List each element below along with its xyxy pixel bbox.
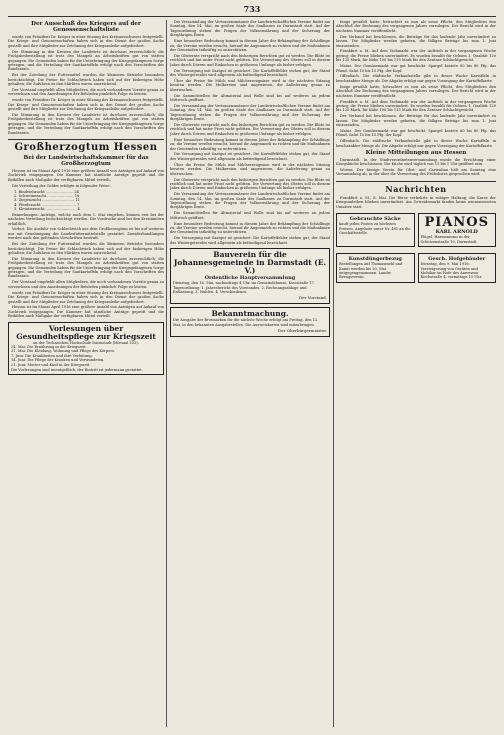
auction-advertisement	[418, 253, 497, 283]
paragraph: Die Stimmung in den Kreisen der Landwirte ist durchaus zuversichtlich; die Frühjahrsbestellung ist trotz des Mangels an Arbeitskräften gut von statten gegangen. Die Gemeinden haben für die Unterbringung der Kriegsgefangenen Sorge getragen, und die Verteilung der Saatkartoffeln erfolgt nach den Vorschriften des Bundesrats.	[8, 49, 164, 72]
column-1	[8, 20, 164, 729]
ad-text: Flügel, Harmoniums in der Schützenstraße 10, Darmstadt	[420, 235, 477, 244]
paragraph: Die Versammlung der Vertrauensmänner der Landwirtschaftlichen Vereine findet am Sonntag, den 14. Mai, im großen Saale des Saalbaues zu Darmstadt statt. Auf der Tagesordnung stehen die Fragen der Volksernährung und der Sicherung der diesjährigen Ernte.	[170, 103, 330, 122]
paragraph: Über die Preise für Milch und Milcherzeugnisse wird in der nächsten Sitzung beraten werden. Die Molkereien sind angewiesen, die Anlieferung genau zu überwachen.	[170, 78, 330, 92]
ad-title: Bekanntmachung.	[211, 309, 289, 319]
paragraph: Der Verband hat beschlossen, die Beiträge für das laufende Jahr unverändert zu lassen. Die Mitglieder werden gebeten, die fälligen Beträge bis zum 1. Juni einzusenden.	[336, 114, 496, 128]
paragraph: Die Stimmung in den Kreisen der Landwirte ist durchaus zuversichtlich; die Frühjahrsbestellung ist trotz des Mangels an Arbeitskräften gut von statten gegangen. Die Gemeinden haben für die Unterbringung der Kriegsgefangenen Sorge getragen, und die Verteilung der Saatkartoffeln erfolgt nach den Vorschriften des Bundesrats.	[8, 113, 164, 135]
ad-item: 31. Mai: Die Kleidung, Wohnung und Pflege des Körpers.	[11, 349, 116, 354]
column-2	[170, 20, 330, 729]
column-3-body	[336, 20, 496, 148]
section-body	[8, 169, 164, 188]
paragraph: Verbot. Die Ausfuhr von Schlachtvieh aus dem Großherzogtum ist bis auf weiteres nur mit Genehmigung der Landesfuttermittelstelle gestattet. Zuwiderhandlungen werden nach den geltenden Vorschriften bestraft.	[8, 227, 164, 241]
statistics-list	[14, 190, 164, 212]
paragraph: Der Vorstand empfiehlt allen Mitgliedern, die noch vorhandenen Vorräte genau zu verzeichnen und den Anordnungen der Behörden pünktlich Folge zu leisten.	[8, 280, 164, 289]
paragraph: wurde von Präsident Dr. Kröger in einer Sitzung des Kreisausschusses festgestellt. Die Kriegs- und Genossenschaften haben sich in den Dienst der großen Sache gestellt und ihre Mitglieder zur Zeichnung der Kriegsanleihe aufgefordert.	[8, 290, 164, 304]
paragraph: Offenbach. Die städtische Verkaufsstelle gibt in dieser Woche Kartoffeln in beschränkter Menge ab. Die Abgabe erfolgt nur gegen Vorzeigung der Kartoffelkarte.	[336, 74, 496, 83]
paragraph: Die Obsternte verspricht nach den bisherigen Berichten gut zu werden. Die Blüte ist reichlich und hat unter Frost nicht gelitten. Die Verwertung des Obstes soll in diesem Jahre durch Dörren und Einkochen in größerem Umfange als bisher erfolgen.	[170, 123, 330, 136]
section-title: Großherzogtum Hessen	[8, 139, 164, 153]
paragraph: Die Stimmung in den Kreisen der Landwirte ist durchaus zuversichtlich; die Frühjahrsbestellung ist trotz des Mangels an Arbeitskräften gut von statten gegangen. Die Gemeinden haben für die Unterbringung der Kriegsgefangenen Sorge getragen, und die Verteilung der Saatkartoffeln erfolgt nach den Vorschriften des Bundesrats.	[8, 256, 164, 279]
ad-item: 21. Juni: Mutter und Kind in der Kriegszeit.	[11, 362, 91, 367]
paragraph: Hessen ist im Monat April 1916 eine größere Anzahl von Anträgen auf Ankauf von Zuchtvieh eingegangen. Die Kammer hat sämtliche Anträge geprüft und die Beihilfen nach Maßgabe der verfügbaren Mittel verteilt.	[8, 305, 164, 319]
paragraph: Darmstadt. In der Stadtverordnetenversammlung wurde die Errichtung einer Kriegsküche beschlossen. Die Küche wird täglich von 11 bis 1 Uhr geöffnet sein.	[336, 157, 496, 166]
ad-text: Dienstag, den 9. Mai 1916: Versteigerung von Geräten und Mobiliar im Hofe des Anwesens Kirchstraße 4, vormittags 10 Uhr.	[420, 262, 483, 280]
fertilizer-advertisement	[336, 253, 415, 283]
paragraph: Die Obsternte verspricht nach den bisherigen Berichten gut zu werden. Die Blüte ist reichlich und hat unter Frost nicht gelitten. Die Verwertung des Obstes soll in diesem Jahre durch Dörren und Einkochen in größerem Umfange als bisher erfolgen.	[170, 53, 330, 67]
column-rule-2	[333, 20, 334, 727]
paragraph: Frankfurt a. M. Auf dem Viehmarkt war der Auftrieb in der vergangenen Woche gering; die Preise blieben unverändert. Es wurden bezahlt für Ochsen 1. Qualität 120 bis 125 Mark, für Kühe 100 bis 115 Mark für den Zentner Schlachtgewicht.	[336, 49, 496, 63]
paragraph: wurde von Präsident Dr. Kröger in einer Sitzung des Kreisausschusses festgestellt. Die Kriegs- und Genossenschaften haben sich in den Dienst der großen Sache gestellt und ihre Mitglieder zur Zeichnung der Kriegsanleihe aufgefordert.	[8, 98, 164, 112]
notes-body	[336, 158, 496, 177]
ad-row-2	[336, 250, 496, 286]
paragraph: Der Verband hat beschlossen, die Beiträge für das laufende Jahr unverändert zu lassen. Die Mitglieder werden gebeten, die fälligen Beträge bis zum 1. Juni einzusenden.	[336, 34, 496, 48]
ad-subtitle: Ordentliche Hauptversammlung	[204, 275, 296, 282]
paragraph: fange gewählt hatte, betrachtet es nun als seine Pflicht, den Mitgliedern den Abschluß der Rechnung des vergangenen Jahres vorzulegen. Der Bericht wird in der nächsten Nummer veröffentlicht.	[336, 84, 496, 98]
piano-advertisement	[418, 213, 497, 247]
ad-agenda: Tagesordnung: 1. Jahresbericht des Vorstandes. 2. Rechnungsablage und Entlastung. 3. Wahlen. 4. Verschiedenes.	[173, 285, 307, 294]
paragraph: Über die Preise für Milch und Milcherzeugnisse wird in der nächsten Sitzung beraten werden. Die Molkereien sind angewiesen, die Anlieferung genau zu überwachen.	[170, 162, 330, 176]
news-body	[336, 196, 496, 209]
paragraph: Eine besondere Bedeutung kommt in diesem Jahre der Bekämpfung der Schädlinge zu; die Vereine werden ersucht, hierauf ihr Augenmerk zu richten und die Maßnahmen der Gemeinden tatkräftig zu unterstützen.	[170, 137, 330, 151]
subsection-heading: Bei der Landwirtschaftskammer für das Großherzogtum	[23, 155, 149, 168]
ad-signature: Der Vorstand.	[298, 295, 327, 301]
page-number: 733	[243, 4, 261, 14]
ad-title: Bauverein für die Johannesgemeinde in Darmstadt (E. V.)	[173, 250, 327, 276]
paragraph: Die Versammlung der Vertrauensmänner der Landwirtschaftlichen Vereine findet am Sonntag, den 14. Mai, im großen Saale des Saalbaues zu Darmstadt statt. Auf der Tagesordnung stehen die Fragen der Volksernährung und der Sicherung der diesjährigen Ernte.	[170, 20, 330, 38]
paragraph: Die Versammlung der Vertrauensmänner der Landwirtschaftlichen Vereine findet am Sonntag, den 14. Mai, im großen Saale des Saalbaues zu Darmstadt statt. Auf der Tagesordnung stehen die Fragen der Volksernährung und der Sicherung der diesjährigen Ernte.	[170, 192, 330, 210]
ad-title: Gebrauchte Säcke	[349, 216, 401, 223]
list-item: 5. Kleintierzucht ........................... 4	[14, 207, 80, 212]
paragraph: Die Obsternte verspricht nach den bisherigen Berichten gut zu werden. Die Blüte ist reichlich und hat unter Frost nicht gelitten. Die Verwertung des Obstes soll in diesem Jahre durch Dörren und Einkochen in größerem Umfange als bisher erfolgen.	[170, 177, 330, 191]
announcement-advertisement	[170, 307, 330, 337]
paragraph: Die Versorgung mit Saatgut ist gesichert. Die Kartoffelfelder stehen gut; der Stand des Wintergetreides wird allgemein als befriedigend bezeichnet.	[170, 152, 330, 161]
bauverein-advertisement	[170, 248, 330, 304]
ad-title: PIANOS	[424, 215, 490, 231]
paragraph: Eine besondere Bedeutung kommt in diesem Jahre der Bekämpfung der Schädlinge zu; die Vereine werden ersucht, hierauf ihr Augenmerk zu richten und die Maßnahmen der Gemeinden tatkräftig zu unterstützen.	[170, 39, 330, 52]
paragraph: Bei der Zuteilung der Futtermittel wurden die kleineren Betriebe besonders berücksichtigt. Die Preise für Schlachtvieh haben sich auf der bisherigen Höhe gehalten; die Zufuhren zu den Märkten waren ausreichend.	[8, 242, 164, 255]
paragraph: Mainz. Der Gemüsemarkt war gut beschickt. Spargel kostete 60 bis 80 Pfg. das Pfund, Salat 10 bis 15 Pfg. der Kopf.	[336, 64, 496, 73]
column-rule-1	[166, 20, 167, 727]
paragraph: Eine besondere Bedeutung kommt in diesem Jahre der Bekämpfung der Schädlinge zu; die Vereine werden ersucht, hierauf ihr Augenmerk zu richten und die Maßnahmen der Gemeinden tatkräftig zu unterstützen.	[170, 221, 330, 235]
sacks-advertisement	[336, 213, 415, 247]
paragraph: Frankfurt a. M., 8. Mai. Die Börse verkehrte in ruhiger Haltung; die Kurse der Kriegsanleihen blieben unverändert. Am Getreidemarkt fanden keine nennenswerten Umsätze statt.	[336, 195, 496, 209]
ad-title: Gesch. Hofgebäuder	[428, 256, 486, 263]
ad-item: 7. Juni: Die Krankheiten und ihre Verhütung.	[11, 353, 93, 358]
ad-title: Kunstdüngerbezug	[348, 256, 402, 263]
paragraph: Die Versorgung mit Saatgut ist gesichert. Die Kartoffelfelder stehen gut; der Stand des Wintergetreides wird allgemein als befriedigend bezeichnet.	[170, 236, 330, 245]
ad-text: Dienstag, den 16. Mai, nachmittags 4 Uhr, im Gemeindehause, Kiesstraße 17.	[173, 281, 316, 286]
article-body	[8, 35, 164, 135]
lecture-advertisement	[8, 322, 164, 376]
ad-text: Die Ausgabe der Brotmarken für die nächste Woche erfolgt am Freitag, den 12. Mai, in den bekannten Ausgabestellen. Die Ausweiskarten sind mitzubringen.	[173, 318, 319, 327]
list-item: 3. Ziegenzucht ............................ 11	[14, 198, 80, 203]
paragraph: Die Verteilung der Gelder erfolgte in folgender Weise:	[12, 183, 111, 188]
paragraph: wurde von Präsident Dr. Kröger in einer Sitzung des Kreisausschusses festgestellt. Die Kriegs- und Genossenschaften haben sich in den Dienst der großen Sache gestellt und ihre Mitglieder zur Zeichnung der Kriegsanleihe aufgefordert.	[8, 35, 164, 48]
section-body-continued	[8, 213, 164, 319]
ad-subtitle: KARL ARNOLD	[435, 229, 478, 236]
paragraph: Bemerkungen: Anträge, welche nach dem 1. Mai eingehen, können erst bei der nächsten Verteilung berücksichtigt werden. Die Vordrucke sind bei den Kreisämtern erhältlich.	[8, 212, 164, 226]
header-rule	[8, 16, 496, 17]
paragraph: fange gewählt hatte, betrachtet es nun als seine Pflicht, den Mitgliedern den Abschluß der Rechnung des vergangenen Jahres vorzulegen. Der Bericht wird in der nächsten Nummer veröffentlicht.	[336, 20, 496, 33]
news-heading: Nachrichten	[336, 181, 496, 194]
paragraph: Die Sammelstellen für Altmaterial und Wolle sind bis auf weiteres an jedem Mittwoch geöffnet.	[170, 211, 330, 220]
paragraph: Worms. Der hiesige Verein für Obst- und Gartenbau hält am Sonntag eine Versammlung ab, in der über die Verwertung des Frühobstes gesprochen wird.	[336, 167, 496, 177]
paragraph: Frankfurt a. M. Auf dem Viehmarkt war der Auftrieb in der vergangenen Woche gering; die Preise blieben unverändert. Es wurden bezahlt für Ochsen 1. Qualität 120 bis 125 Mark, für Kühe 100 bis 115 Mark für den Zentner Schlachtgewicht.	[336, 99, 496, 113]
ad-footer: Die Vorlesungen sind unentgeltlich; der Eintritt ist jedermann gestattet.	[11, 368, 143, 373]
article-heading: Der Ausschuß des Kriegers auf der Genossenschaftsliste	[31, 21, 141, 33]
paragraph: Hessen ist im Monat April 1916 eine größere Anzahl von Anträgen auf Ankauf von Zuchtvieh eingegangen. Die Kammer hat sämtliche Anträge geprüft und die Beihilfen nach Maßgabe der verfügbaren Mittel verteilt.	[8, 169, 164, 182]
notes-heading: Kleine Mitteilungen aus Hessen	[365, 149, 467, 156]
ad-intro: an der Technischen Hochschule Darmstadt (Hörsaal 122).	[33, 340, 139, 345]
list-item: 4. Pferdezucht .............................. 7	[14, 202, 80, 207]
ad-text: kauft jeden Posten zu höchsten Preisen. Angebote unter Nr. 481 an die Geschäftsstelle.	[339, 222, 411, 236]
ad-item: 24. Mai: Die Ernährung in der Kriegszeit.	[11, 345, 87, 350]
list-item: 2. Schweinezucht ....................... 18	[14, 194, 80, 199]
ad-row-1	[336, 210, 496, 250]
ad-signature: Der Oberbürgermeister.	[278, 328, 327, 334]
column-2-body	[170, 20, 330, 245]
column-3	[336, 20, 496, 729]
paragraph: Offenbach. Die städtische Verkaufsstelle gibt in dieser Woche Kartoffeln in beschränkter Menge ab. Die Abgabe erfolgt nur gegen Vorzeigung der Kartoffelkarte.	[336, 139, 496, 148]
paragraph: Die Sammelstellen für Altmaterial und Wolle sind bis auf weiteres an jedem Mittwoch geöffnet.	[170, 93, 330, 102]
list-item: 1. Rindviehzucht ........................ 24	[14, 189, 79, 194]
ad-item: 14. Juni: Die Pflege der Kranken und Verwundeten.	[11, 358, 105, 363]
paragraph: Die Versorgung mit Saatgut ist gesichert. Die Kartoffelfelder stehen gut; der Stand des Wintergetreides wird allgemein als befriedigend bezeichnet.	[170, 68, 330, 77]
paragraph: Mainz. Der Gemüsemarkt war gut beschickt. Spargel kostete 60 bis 80 Pfg. das Pfund, Salat 10 bis 15 Pfg. der Kopf.	[336, 128, 496, 138]
paragraph: Der Vorstand empfiehlt allen Mitgliedern, die noch vorhandenen Vorräte genau zu verzeichnen und den Anordnungen der Behörden pünktlich Folge zu leisten.	[8, 87, 164, 97]
ad-text: Bestellungen auf Thomasmehl und Kainit werden bis 20. Mai entgegengenommen. Landw. Bezugsverein.	[339, 262, 403, 280]
ad-title: Vorlesungen über Gesundheitspflege zur Kriegszeit	[16, 323, 156, 341]
paragraph: Bei der Zuteilung der Futtermittel wurden die kleineren Betriebe besonders berücksichtigt. Die Preise für Schlachtvieh haben sich auf der bisherigen Höhe gehalten; die Zufuhren zu den Märkten waren ausreichend.	[8, 73, 164, 87]
